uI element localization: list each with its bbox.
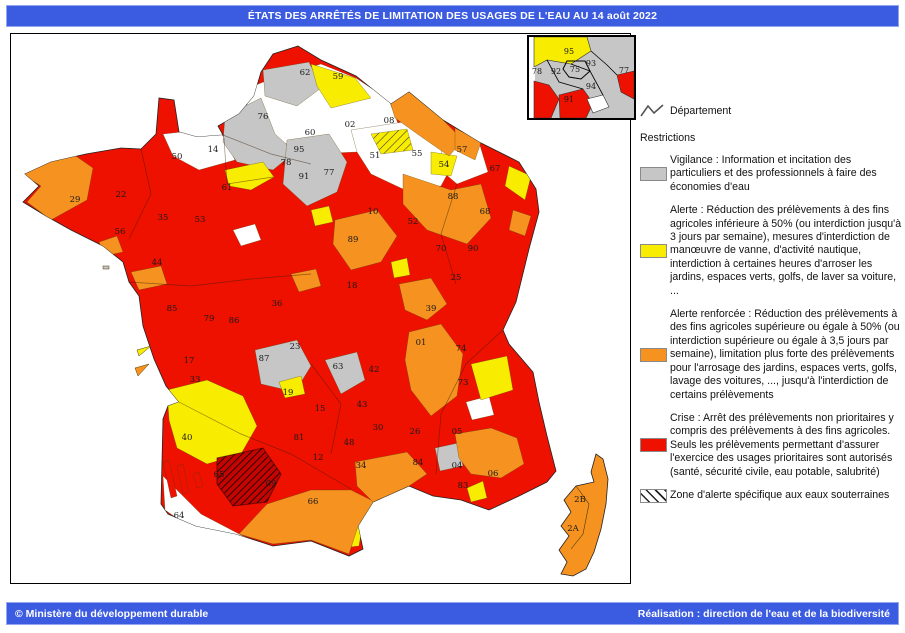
department-label: 51 — [369, 151, 381, 161]
inset-department-label: 91 — [563, 95, 575, 104]
department-label: 95 — [293, 145, 305, 155]
legend-swatch-vigilance — [640, 167, 667, 181]
inset-department-label: 77 — [618, 66, 630, 75]
department-label: 81 — [293, 433, 305, 443]
department-label: 33 — [189, 375, 201, 385]
department-label: 87 — [258, 354, 270, 364]
department-label: 25 — [450, 273, 462, 283]
departement-legend-row — [640, 104, 902, 118]
department-label: 15 — [314, 404, 326, 414]
legend-text-zone_souterraine: Zone d'alerte spécifique aux eaux souterraines — [670, 489, 890, 502]
department-label: 44 — [151, 258, 163, 268]
department-label: 83 — [457, 481, 469, 491]
department-label: 52 — [407, 217, 419, 227]
legend-text-vigilance: Vigilance : Information et incitation des particuliers et des professionnels à faire des économies d'eau — [670, 154, 877, 193]
departement-line-icon — [640, 104, 670, 118]
department-label: 35 — [157, 213, 169, 223]
department-label: 53 — [194, 215, 206, 225]
department-label: 84 — [412, 458, 424, 468]
legend-item-alerte — [640, 204, 902, 298]
department-label: 43 — [356, 400, 368, 410]
departement-label: Département — [670, 105, 732, 117]
department-label: 02 — [344, 120, 356, 130]
department-label: 70 — [435, 244, 447, 254]
department-label: 26 — [409, 427, 421, 437]
department-label: 14 — [207, 145, 219, 155]
inset-department-label: 93 — [585, 59, 597, 68]
inset-department-label: 75 — [569, 65, 581, 74]
footer-bar — [6, 602, 899, 625]
department-label: 42 — [368, 365, 380, 375]
department-label: 19 — [282, 388, 294, 398]
inset-department-label: 92 — [550, 67, 562, 76]
legend-text-crise: Crise : Arrêt des prélèvements non prioritaires y compris des prélèvements à des fins agricoles. Seuls les prélèvements permettant d'assurer l'exercice des usages prioritaires sont autorisés (santé, sécurité civile, eau potable, salubrité) — [670, 411, 894, 478]
corsica-outline — [559, 454, 608, 576]
department-label: 78 — [280, 158, 292, 168]
department-label: 34 — [355, 461, 367, 471]
department-label: 54 — [438, 160, 450, 170]
legend-swatch-crise — [640, 438, 667, 452]
legend-item-alerte_renforcee — [640, 308, 902, 402]
legend-item-crise — [640, 412, 902, 479]
restrictions-heading: Restrictions — [640, 132, 696, 144]
department-label: 40 — [181, 433, 193, 443]
legend-text-alerte: Alerte : Réduction des prélèvements à des fins agricoles inférieure à 50% (ou interdiction jusqu'à 3 jours par semaine), mesures d'interdiction de manœuvre de vanne, d'activité nautique, interdiction à certaines heures d'arroser les jardins, espaces verts, golfs, de laver sa voiture, ... — [670, 204, 902, 297]
department-label: 62 — [299, 68, 311, 78]
legend-swatch-zone_souterraine — [640, 489, 667, 503]
department-label: 48 — [343, 438, 355, 448]
footer-left-text: © Ministère du développement durable — [15, 607, 209, 620]
legend-text-alerte_renforcee: Alerte renforcée : Réduction des prélèvements à des fins agricoles supérieure ou égale à 50% (ou interdiction supérieure ou égale à 3,5 jours par semaine), limitation plus forte des prélèvements pour l'arrosage des jardins, espaces verts, golfs, lavage des voitures, ..., jusqu'à l'interdiction de certains prélèvements — [670, 308, 900, 401]
department-label: 30 — [372, 423, 384, 433]
department-label: 18 — [346, 281, 358, 291]
department-label: 36 — [271, 299, 283, 309]
department-label: 29 — [69, 195, 81, 205]
department-label: 22 — [115, 190, 127, 200]
department-label: 64 — [173, 511, 185, 521]
department-label: 86 — [228, 316, 240, 326]
legend-swatch-alerte — [640, 244, 667, 258]
department-label: 67 — [489, 164, 501, 174]
department-label: 63 — [332, 362, 344, 372]
department-label: 55 — [411, 149, 423, 159]
department-label: 89 — [347, 235, 359, 245]
department-label: 10 — [367, 207, 379, 217]
legend-swatch-alerte_renforcee — [640, 348, 667, 362]
department-label: 39 — [425, 304, 437, 314]
department-label: 79 — [203, 314, 215, 324]
department-label: 91 — [298, 172, 310, 182]
department-label: 50 — [171, 152, 183, 162]
department-label: 61 — [221, 183, 233, 193]
idf-inset-svg — [529, 37, 634, 118]
idf-inset-map — [527, 35, 636, 120]
department-label: 08 — [383, 116, 395, 126]
header-bar — [6, 5, 899, 27]
department-label: 23 — [289, 342, 301, 352]
inset-department-label: 78 — [531, 67, 543, 76]
department-label: 06 — [487, 469, 499, 479]
department-label: 65 — [213, 470, 225, 480]
department-label: 74 — [455, 344, 467, 354]
department-label: 66 — [307, 497, 319, 507]
department-label: 59 — [332, 72, 344, 82]
department-label: 76 — [257, 112, 269, 122]
department-label: 09 — [265, 479, 277, 489]
department-label: 85 — [166, 304, 178, 314]
department-label: 2A — [567, 524, 579, 534]
department-label: 60 — [304, 128, 316, 138]
department-label: 04 — [451, 461, 463, 471]
page-title: ÉTATS DES ARRÊTÉS DE LIMITATION DES USAGES DE L'EAU AU 14 août 2022 — [247, 10, 658, 22]
department-label: 17 — [183, 356, 195, 366]
department-label: 77 — [323, 168, 335, 178]
department-label: 2B — [574, 495, 586, 505]
department-label: 05 — [451, 427, 463, 437]
inset-department-label: 95 — [563, 47, 575, 56]
department-label: 68 — [479, 207, 491, 217]
legend-item-zone_souterraine — [640, 489, 902, 503]
legend — [640, 104, 902, 513]
department-label: 56 — [114, 227, 126, 237]
inset-department-label: 94 — [585, 82, 597, 91]
department-label: 73 — [457, 378, 469, 388]
legend-item-vigilance — [640, 154, 902, 194]
department-label: 12 — [312, 453, 324, 463]
footer-right-text: Réalisation : direction de l'eau et de la biodiversité — [637, 607, 890, 620]
department-label: 01 — [415, 338, 427, 348]
department-label: 88 — [447, 192, 459, 202]
department-label: 57 — [456, 145, 468, 155]
legend-items — [640, 154, 902, 503]
department-label: 90 — [467, 244, 479, 254]
